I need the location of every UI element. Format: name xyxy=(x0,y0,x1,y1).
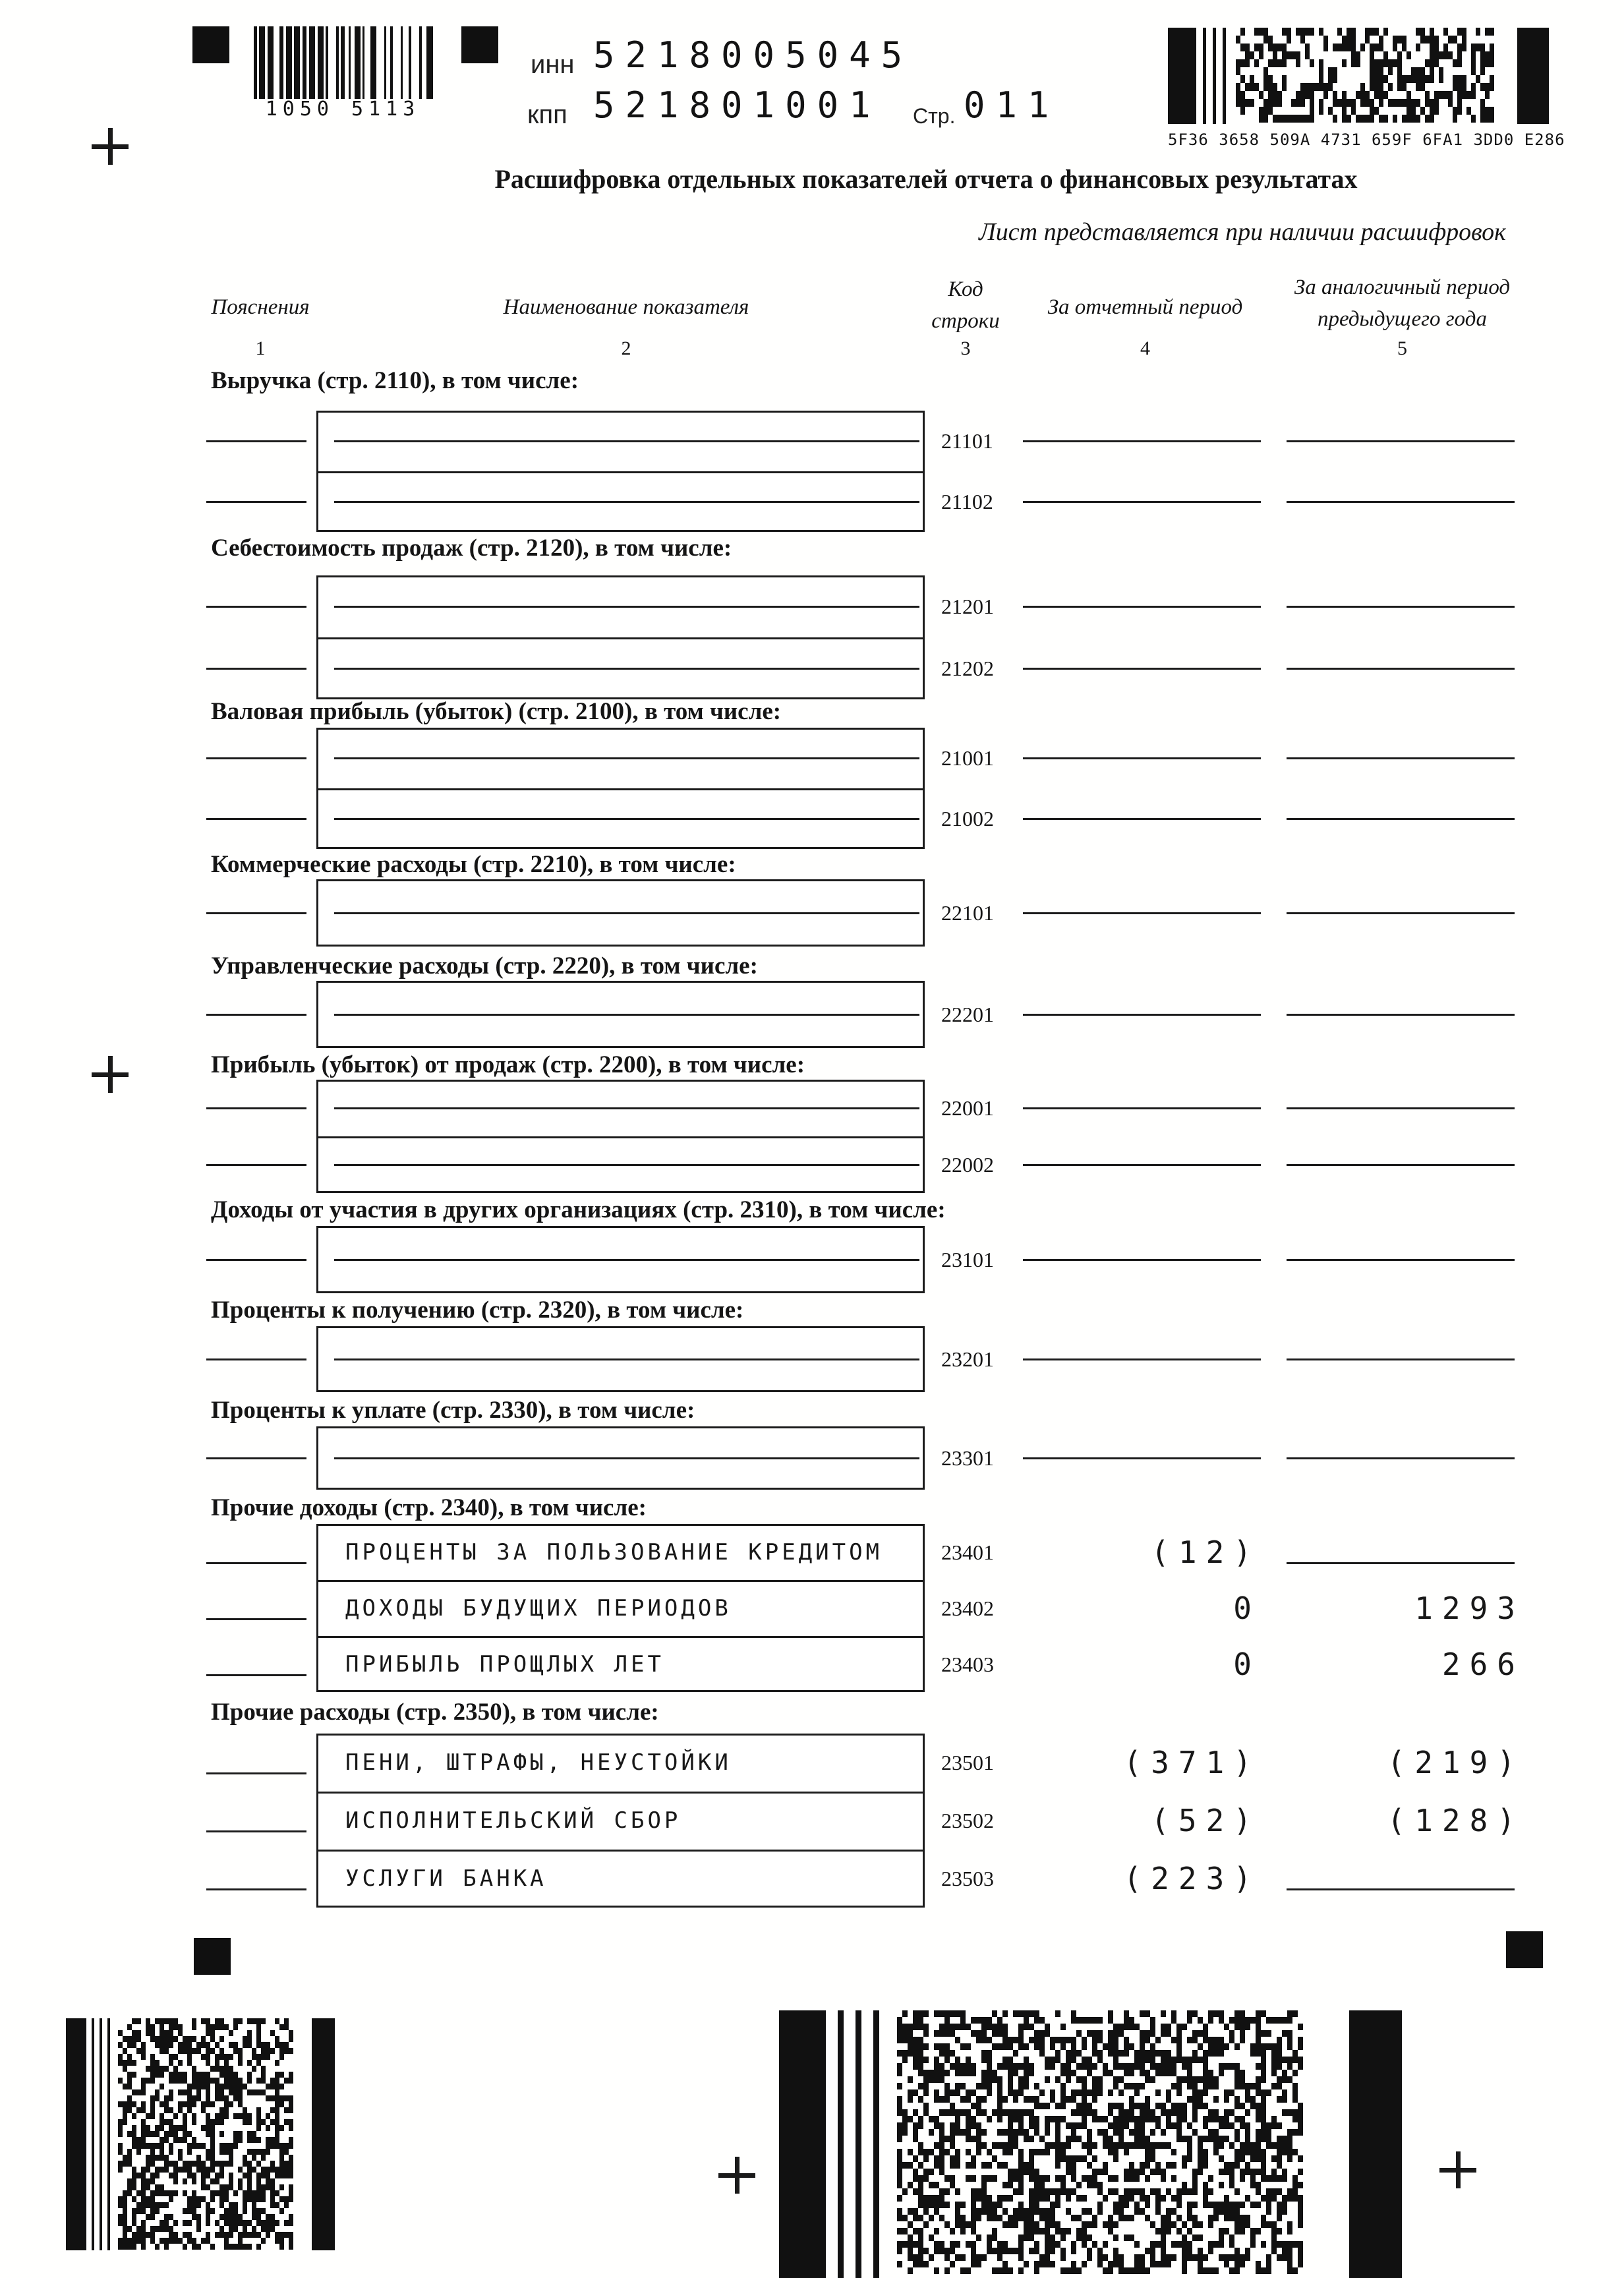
row-divider xyxy=(316,788,925,790)
explanation-dash xyxy=(206,1164,306,1166)
row-name: ПЕНИ, ШТРАФЫ, НЕУСТОЙКИ xyxy=(345,1749,732,1776)
section-heading: Проценты к получению (стр. 2320), в том числе: xyxy=(211,1297,744,1324)
inn-label: инн xyxy=(531,50,575,79)
form-code-text: 1050 5113 xyxy=(265,98,420,121)
value-reporting-period: (223) xyxy=(1123,1861,1261,1896)
pdf417-barcode-top xyxy=(1168,28,1549,124)
prior-period-underline xyxy=(1287,1457,1515,1459)
explanation-dash xyxy=(206,501,306,503)
name-underline xyxy=(334,1014,919,1016)
value-prior-period: 266 xyxy=(1441,1647,1524,1682)
row-divider xyxy=(316,1136,925,1138)
explanation-dash xyxy=(206,757,306,759)
reporting-period-underline xyxy=(1023,606,1261,608)
section-heading: Проценты к уплате (стр. 2330), в том числе: xyxy=(211,1397,695,1424)
crop-mark-icon xyxy=(718,2157,755,2194)
pdf417-barcode-bottom-left xyxy=(66,2018,335,2250)
explanation-dash xyxy=(206,1358,306,1360)
prior-period-underline xyxy=(1287,1164,1515,1166)
reporting-period-underline xyxy=(1023,501,1261,503)
prior-period-underline xyxy=(1287,1358,1515,1360)
row-code: 23503 xyxy=(941,1867,994,1890)
explanation-dash xyxy=(206,1107,306,1109)
explanation-dash xyxy=(206,1014,306,1016)
prior-period-underline xyxy=(1287,757,1515,759)
row-code: 23401 xyxy=(941,1540,994,1564)
reporting-period-underline xyxy=(1023,1164,1261,1166)
name-underline xyxy=(334,912,919,914)
explanation-dash xyxy=(206,1618,306,1620)
value-reporting-period: 0 xyxy=(1233,1647,1261,1682)
explanation-dash xyxy=(206,1457,306,1459)
row-name: ИСПОЛНИТЕЛЬСКИЙ СБОР xyxy=(345,1807,682,1834)
row-code: 21002 xyxy=(941,807,994,831)
row-code: 23101 xyxy=(941,1248,994,1271)
value-prior-period: (128) xyxy=(1387,1803,1524,1838)
prior-period-underline xyxy=(1287,1888,1515,1890)
prior-period-underline xyxy=(1287,912,1515,914)
reporting-period-underline xyxy=(1023,757,1261,759)
registration-square xyxy=(1506,1931,1543,1968)
form-subtitle: Лист представляется при наличии расшифровок xyxy=(979,218,1506,246)
page-number: 011 xyxy=(964,84,1060,126)
row-divider xyxy=(316,1850,925,1852)
page-label: Стр. xyxy=(913,104,956,128)
explanation-dash xyxy=(206,1562,306,1564)
reporting-period-underline xyxy=(1023,1107,1261,1109)
row-code: 23402 xyxy=(941,1596,994,1620)
name-underline xyxy=(334,757,919,759)
section-heading: Прибыль (убыток) от продаж (стр. 2200), в том числе: xyxy=(211,1051,805,1078)
explanation-dash xyxy=(206,1259,306,1261)
registration-square xyxy=(461,26,498,63)
crop-mark-icon xyxy=(1439,2151,1476,2188)
column-number: 2 xyxy=(621,337,631,359)
form-code-barcode xyxy=(254,26,433,99)
form-title: Расшифровка отдельных показателей отчета о финансовых результатах xyxy=(494,164,1358,194)
kpp-label: кпп xyxy=(527,100,567,129)
name-underline xyxy=(334,501,919,503)
reporting-period-underline xyxy=(1023,1358,1261,1360)
explanation-dash xyxy=(206,1830,306,1832)
name-underline xyxy=(334,818,919,820)
explanation-dash xyxy=(206,606,306,608)
reporting-period-underline xyxy=(1023,912,1261,914)
barcode-hex-text: 5F36 3658 509A 4731 659F 6FA1 3DD0 E286 xyxy=(1168,131,1565,149)
row-name: ПРИБЫЛЬ ПРОЩЛЫХ ЛЕТ xyxy=(345,1651,664,1678)
value-prior-period: (219) xyxy=(1387,1745,1524,1780)
inn-value: 5218005045 xyxy=(593,34,914,76)
prior-period-underline xyxy=(1287,606,1515,608)
row-code: 22101 xyxy=(941,901,994,925)
column-number: 4 xyxy=(1140,337,1150,359)
row-divider xyxy=(316,471,925,473)
row-code: 22001 xyxy=(941,1096,994,1120)
reporting-period-underline xyxy=(1023,818,1261,820)
name-underline xyxy=(334,606,919,608)
prior-period-underline xyxy=(1287,1562,1515,1564)
name-underline xyxy=(334,1457,919,1459)
name-underline xyxy=(334,1164,919,1166)
column-number: 3 xyxy=(960,337,971,359)
pdf417-barcode-bottom-center xyxy=(779,2010,1402,2278)
prior-period-underline xyxy=(1287,668,1515,670)
column-header-explanations: Пояснения xyxy=(211,295,310,319)
row-divider xyxy=(316,1636,925,1638)
row-code: 21202 xyxy=(941,657,994,680)
value-reporting-period: 0 xyxy=(1233,1591,1261,1626)
explanation-dash xyxy=(206,1772,306,1774)
kpp-value: 521801001 xyxy=(593,84,881,126)
explanation-dash xyxy=(206,818,306,820)
row-code: 21201 xyxy=(941,595,994,618)
row-divider xyxy=(316,1792,925,1794)
row-code: 21101 xyxy=(941,429,993,453)
prior-period-underline xyxy=(1287,818,1515,820)
column-header-line-code: Код строки xyxy=(931,277,1000,333)
row-name: ПРОЦЕНТЫ ЗА ПОЛЬЗОВАНИЕ КРЕДИТОМ xyxy=(345,1539,883,1565)
row-code: 21102 xyxy=(941,490,993,513)
row-code: 23501 xyxy=(941,1751,994,1774)
column-header-prior-period: За аналогичный период предыдущего года xyxy=(1294,276,1511,331)
row-code: 23403 xyxy=(941,1652,994,1676)
explanation-dash xyxy=(206,668,306,670)
value-reporting-period: (52) xyxy=(1151,1803,1261,1838)
crop-mark-icon xyxy=(92,128,129,165)
row-code: 21001 xyxy=(941,746,994,770)
section-heading: Доходы от участия в других организациях (стр. 2310), в том числе: xyxy=(211,1196,946,1223)
explanation-dash xyxy=(206,1888,306,1890)
registration-square xyxy=(194,1938,231,1975)
name-underline xyxy=(334,1107,919,1109)
column-number: 1 xyxy=(255,337,266,359)
reporting-period-underline xyxy=(1023,668,1261,670)
explanation-dash xyxy=(206,1674,306,1676)
section-heading: Прочие расходы (стр. 2350), в том числе: xyxy=(211,1699,659,1726)
row-code: 23201 xyxy=(941,1347,994,1371)
row-name: УСЛУГИ БАНКА xyxy=(345,1865,547,1892)
prior-period-underline xyxy=(1287,440,1515,442)
section-heading: Прочие доходы (стр. 2340), в том числе: xyxy=(211,1494,647,1521)
value-reporting-period: (12) xyxy=(1151,1534,1261,1570)
section-heading: Валовая прибыль (убыток) (стр. 2100), в том числе: xyxy=(211,698,782,725)
row-code: 22002 xyxy=(941,1153,994,1177)
column-number: 5 xyxy=(1397,337,1407,359)
explanation-dash xyxy=(206,440,306,442)
row-divider xyxy=(316,637,925,639)
value-prior-period: 1293 xyxy=(1414,1591,1524,1626)
name-underline xyxy=(334,1259,919,1261)
name-underline xyxy=(334,668,919,670)
row-code: 23502 xyxy=(941,1809,994,1832)
prior-period-underline xyxy=(1287,1014,1515,1016)
explanation-dash xyxy=(206,912,306,914)
value-reporting-period: (371) xyxy=(1123,1745,1261,1780)
registration-square xyxy=(192,26,229,63)
row-name: ДОХОДЫ БУДУЩИХ ПЕРИОДОВ xyxy=(345,1595,732,1621)
section-heading: Себестоимость продаж (стр. 2120), в том числе: xyxy=(211,535,732,562)
crop-mark-icon xyxy=(92,1056,129,1093)
column-header-reporting-period: За отчетный период xyxy=(1047,295,1243,319)
prior-period-underline xyxy=(1287,1107,1515,1109)
section-heading: Управленческие расходы (стр. 2220), в том числе: xyxy=(211,952,758,979)
reporting-period-underline xyxy=(1023,1014,1261,1016)
section-heading: Коммерческие расходы (стр. 2210), в том числе: xyxy=(211,851,736,878)
prior-period-underline xyxy=(1287,1259,1515,1261)
reporting-period-underline xyxy=(1023,1457,1261,1459)
row-code: 23301 xyxy=(941,1446,994,1470)
row-code: 22201 xyxy=(941,1003,994,1026)
name-underline xyxy=(334,440,919,442)
prior-period-underline xyxy=(1287,501,1515,503)
section-heading: Выручка (стр. 2110), в том числе: xyxy=(211,367,579,394)
reporting-period-underline xyxy=(1023,440,1261,442)
name-underline xyxy=(334,1358,919,1360)
reporting-period-underline xyxy=(1023,1259,1261,1261)
column-header-indicator-name: Наименование показателя xyxy=(503,295,749,319)
row-divider xyxy=(316,1580,925,1582)
